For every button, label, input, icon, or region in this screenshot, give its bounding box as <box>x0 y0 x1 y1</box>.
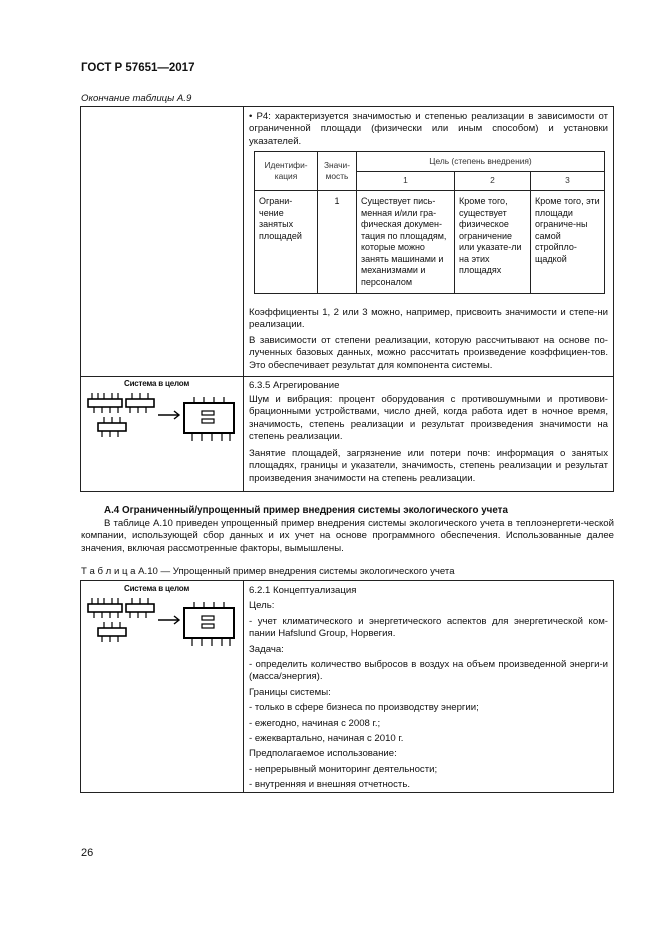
inner-criteria-table <box>254 151 605 294</box>
page-number: 26 <box>81 847 94 859</box>
system-diagram-icon <box>86 387 238 447</box>
noise-text: Шум и вибрация: процент оборудования с противошумными и противови-брационными устройствами, число дней, когда работа идет в ночное время, значимость, степень реализации и результат произведения значимости на степень реализации. <box>249 394 608 443</box>
header-level-3: 3 <box>531 171 605 191</box>
table-a10-caption: Т а б л и ц а А.10 — Упрощенный пример внедрения системы экологического учета <box>81 566 455 577</box>
cell-level-1: Существует пись-менная и/или гра-фическая докумен-тация по площадям, которые можно занять машинами и механизмами и персоналом <box>357 191 455 294</box>
cell-level-2: Кроме того, существует физическое ограничение или указате-ли на этих площадях <box>455 191 531 294</box>
table-a9-caption: Окончание таблицы А.9 <box>81 93 192 104</box>
concept-line: Цель: <box>249 600 275 612</box>
concept-line: - непрерывный мониторинг деятельности; <box>249 763 438 775</box>
conceptualization-block <box>249 585 608 792</box>
header-goal: Цель (степень внедрения) <box>357 152 605 172</box>
document-code: ГОСТ Р 57651—2017 <box>81 62 195 74</box>
concept-line: Задача: <box>249 643 284 655</box>
system-diagram-a10-icon <box>86 592 238 652</box>
concept-line: - определить количество выбросов в воздух на объем произведенной энерги-и (масса/энергия). <box>249 659 608 683</box>
section-a4-paragraph: В таблице А.10 приведен упрощенный пример внедрения системы экологического учета в теплоэнергети-ческой компании, использующей сбор данных и их учет на основе программного обеспечения. Использованные далее значения, включая рассмотренные факторы, вымышлены. <box>81 518 614 554</box>
land-use-text: Занятие площадей, загрязнение или потери почв: информация о занятых площадях, границы и указатели, значимость, степень реализации и результат произведения значимости на степень реализации. <box>249 448 608 484</box>
header-level-1: 1 <box>357 171 455 191</box>
concept-line: - только в сфере бизнеса по производству энергии; <box>249 702 479 714</box>
system-diagram-a10-title: Система в целом <box>124 584 190 593</box>
header-level-2: 2 <box>455 171 531 191</box>
dependency-text: В зависимости от степени реализации, которую рассчитывают на основе по-лученных базовых данных, можно рассчитать произведение коэффициен-тов. Это обеспечивает результат для компонента системы. <box>249 335 608 371</box>
concept-line: - ежеквартально, начиная с 2010 г. <box>249 733 404 745</box>
cell-identification: Ограни-чение занятых площадей <box>255 191 318 294</box>
cell-level-3: Кроме того, эти площади ограниче-ны самой стройпло-щадкой <box>531 191 605 294</box>
header-significance: Значи-мость <box>318 152 357 191</box>
coefficients-text: Коэффициенты 1, 2 или 3 можно, например, присвоить значимости и степе-ни реализации. <box>249 307 608 331</box>
concept-line: Границы системы: <box>249 686 331 698</box>
system-diagram-title: Система в целом <box>124 379 190 388</box>
concept-line: - внутренняя и внешняя отчетность. <box>249 779 410 791</box>
cell-significance: 1 <box>318 191 357 294</box>
section-aggregation-title: 6.3.5 Агрегирование <box>249 380 340 391</box>
p4-paragraph: • Р4: характеризуется значимостью и степенью реализации в зависимости от ограниченной площади (физически или иным способом) и установки указателей. <box>249 111 608 147</box>
concept-line: - учет климатического и энергетического аспектов для энергетической ком-пании Hafslund Group, Норвегия. <box>249 615 608 640</box>
system-diagram <box>86 379 238 443</box>
system-diagram-a10 <box>86 584 238 648</box>
header-identification: Идентифи-кация <box>255 152 318 191</box>
concept-line: Предполагаемое использование: <box>249 748 397 760</box>
concept-line: 6.2.1 Концептуализация <box>249 585 357 596</box>
section-a4-title: А.4 Ограниченный/упрощенный пример внедрения системы экологического учета <box>104 505 508 516</box>
concept-line: - ежегодно, начиная с 2008 г.; <box>249 717 381 729</box>
